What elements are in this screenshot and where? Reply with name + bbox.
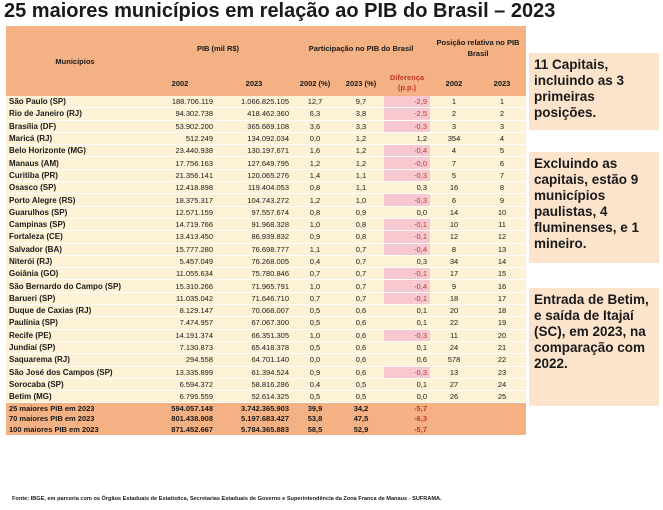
total-pib2023: 5.197.683.427 — [216, 414, 292, 425]
cell-pos2002: 18 — [430, 292, 478, 304]
cell-pos2002: 12 — [430, 231, 478, 243]
table-row — [6, 255, 526, 267]
cell-p2023: 0,9 — [338, 206, 384, 218]
cell-name: Porto Alegre (RS) — [6, 194, 144, 206]
cell-pos2023: 23 — [478, 366, 526, 378]
cell-p2002: 0,4 — [292, 378, 338, 390]
cell-pos2023: 15 — [478, 268, 526, 280]
cell-p2023: 0,8 — [338, 231, 384, 243]
table-row — [6, 391, 526, 403]
cell-diff: 0,3 — [384, 182, 430, 194]
table-row — [6, 292, 526, 304]
table-row — [6, 341, 526, 353]
cell-p2023: 0,6 — [338, 341, 384, 353]
cell-p2002: 0,5 — [292, 305, 338, 317]
source-note: Fonte: IBGE, em parceria com os Órgãos Estaduais de Estatística, Secretarias Estaduais de Governo e Superintendência da Zona Franca de Manaus - SUFRAMA. — [12, 496, 442, 502]
cell-p2023: 0,5 — [338, 378, 384, 390]
cell-name: Duque de Caxias (RJ) — [6, 305, 144, 317]
cell-p2023: 0,8 — [338, 218, 384, 230]
cell-pib2002: 11.055.634 — [144, 268, 216, 280]
header-diferenca: Diferença (p.p.) — [384, 70, 430, 96]
total-pib2002: 871.452.667 — [144, 424, 216, 435]
cell-pib2023: 130.197.671 — [216, 145, 292, 157]
cell-pib2002: 11.035.042 — [144, 292, 216, 304]
cell-diff: -0,1 — [384, 268, 430, 280]
cell-p2002: 0,7 — [292, 292, 338, 304]
cell-pos2002: 578 — [430, 354, 478, 366]
cell-diff: 1,2 — [384, 132, 430, 144]
cell-p2002: 0,5 — [292, 317, 338, 329]
cell-name: Goiânia (GO) — [6, 268, 144, 280]
cell-pib2002: 14.719.766 — [144, 218, 216, 230]
table-row — [6, 378, 526, 390]
cell-pib2002: 53.902.200 — [144, 120, 216, 132]
cell-pib2002: 17.756.163 — [144, 157, 216, 169]
cell-pib2002: 188.706.119 — [144, 96, 216, 108]
cell-p2023: 1,2 — [338, 132, 384, 144]
cell-name: Campinas (SP) — [6, 218, 144, 230]
cell-diff: 0,0 — [384, 206, 430, 218]
cell-p2002: 0,4 — [292, 255, 338, 267]
cell-pib2002: 13.335.899 — [144, 366, 216, 378]
cell-pib2002: 15.310.266 — [144, 280, 216, 292]
cell-name: Curitiba (PR) — [6, 169, 144, 181]
cell-pos2023: 7 — [478, 169, 526, 181]
cell-pib2002: 12.571.159 — [144, 206, 216, 218]
table-totals — [6, 403, 526, 435]
cell-diff: 0,6 — [384, 354, 430, 366]
cell-p2002: 0,5 — [292, 341, 338, 353]
total-filler — [430, 414, 526, 425]
table-row — [6, 280, 526, 292]
cell-pos2002: 9 — [430, 280, 478, 292]
cell-pos2002: 5 — [430, 169, 478, 181]
totals-row — [6, 414, 526, 425]
table-row — [6, 317, 526, 329]
cell-pos2002: 13 — [430, 366, 478, 378]
cell-pos2002: 7 — [430, 157, 478, 169]
cell-pib2023: 127.649.795 — [216, 157, 292, 169]
cell-diff: -2,5 — [384, 108, 430, 120]
total-p2002: 39,9 — [292, 403, 338, 414]
header-posicao: Posição relativa no PIB Brasil — [430, 26, 526, 70]
cell-diff: -0,1 — [384, 218, 430, 230]
cell-pos2002: 1 — [430, 96, 478, 108]
cell-diff: -0,3 — [384, 194, 430, 206]
cell-p2023: 1,2 — [338, 157, 384, 169]
table-row — [6, 354, 526, 366]
cell-pib2023: 76.698.777 — [216, 243, 292, 255]
cell-diff: 0,1 — [384, 341, 430, 353]
cell-p2002: 1,0 — [292, 329, 338, 341]
cell-pos2023: 6 — [478, 157, 526, 169]
cell-p2002: 0,0 — [292, 354, 338, 366]
cell-pib2002: 13.413.450 — [144, 231, 216, 243]
cell-p2023: 1,0 — [338, 194, 384, 206]
header-municipios: Municípios — [6, 26, 144, 96]
cell-pib2023: 64.701.140 — [216, 354, 292, 366]
cell-pib2023: 71.646.710 — [216, 292, 292, 304]
cell-pib2023: 365.669.108 — [216, 120, 292, 132]
table-row — [6, 366, 526, 378]
cell-p2023: 0,7 — [338, 280, 384, 292]
cell-pos2002: 26 — [430, 391, 478, 403]
cell-pib2002: 14.191.374 — [144, 329, 216, 341]
cell-pos2002: 24 — [430, 341, 478, 353]
cell-name: Niterói (RJ) — [6, 255, 144, 267]
table-row — [6, 108, 526, 120]
cell-name: Fortaleza (CE) — [6, 231, 144, 243]
total-pib2002: 801.438.908 — [144, 414, 216, 425]
cell-pos2023: 2 — [478, 108, 526, 120]
cell-pos2023: 17 — [478, 292, 526, 304]
cell-pib2023: 119.404.053 — [216, 182, 292, 194]
cell-p2002: 1,0 — [292, 280, 338, 292]
cell-p2023: 3,8 — [338, 108, 384, 120]
cell-pib2023: 86.939.832 — [216, 231, 292, 243]
header-pib: PIB (mil R$) — [144, 26, 292, 70]
cell-pos2002: 27 — [430, 378, 478, 390]
cell-diff: 0,1 — [384, 305, 430, 317]
total-p2002: 53,8 — [292, 414, 338, 425]
cell-diff: 0,1 — [384, 378, 430, 390]
total-pib2023: 3.742.365.903 — [216, 403, 292, 414]
cell-p2023: 1,1 — [338, 169, 384, 181]
cell-pib2002: 23.440.938 — [144, 145, 216, 157]
cell-name: Barueri (SP) — [6, 292, 144, 304]
header-pos-2023: 2023 — [478, 70, 526, 96]
cell-diff: -0,3 — [384, 366, 430, 378]
cell-p2002: 12,7 — [292, 96, 338, 108]
cell-pib2002: 5.457.049 — [144, 255, 216, 267]
cell-pib2023: 67.067.300 — [216, 317, 292, 329]
cell-name: Brasília (DF) — [6, 120, 144, 132]
cell-p2023: 0,5 — [338, 391, 384, 403]
cell-pib2023: 104.743.272 — [216, 194, 292, 206]
cell-pos2023: 8 — [478, 182, 526, 194]
cell-pib2023: 65.418.378 — [216, 341, 292, 353]
cell-p2002: 0,8 — [292, 206, 338, 218]
cell-pos2023: 5 — [478, 145, 526, 157]
table-row — [6, 231, 526, 243]
totals-row — [6, 403, 526, 414]
cell-pib2023: 418.462.360 — [216, 108, 292, 120]
total-name: 100 maiores PIB em 2023 — [6, 424, 144, 435]
table-body — [6, 96, 526, 403]
cell-diff: -0,4 — [384, 280, 430, 292]
slide-title: 25 maiores municípios em relação ao PIB do Brasil – 2023 — [4, 0, 556, 22]
cell-pos2002: 6 — [430, 194, 478, 206]
cell-p2002: 0,9 — [292, 231, 338, 243]
cell-pib2023: 71.965.791 — [216, 280, 292, 292]
cell-p2023: 0,6 — [338, 317, 384, 329]
cell-pos2002: 16 — [430, 182, 478, 194]
cell-p2002: 0,8 — [292, 182, 338, 194]
cell-p2023: 1,1 — [338, 182, 384, 194]
cell-pib2002: 15.777.280 — [144, 243, 216, 255]
cell-diff: -0,1 — [384, 292, 430, 304]
cell-name: Sorocaba (SP) — [6, 378, 144, 390]
header-pos-2002: 2002 — [430, 70, 478, 96]
cell-p2002: 1,6 — [292, 145, 338, 157]
cell-pos2002: 354 — [430, 132, 478, 144]
cell-p2002: 1,2 — [292, 157, 338, 169]
cell-p2002: 3,6 — [292, 120, 338, 132]
total-p2023: 34,2 — [338, 403, 384, 414]
cell-p2023: 1,2 — [338, 145, 384, 157]
cell-p2002: 1,4 — [292, 169, 338, 181]
cell-pos2002: 8 — [430, 243, 478, 255]
cell-p2002: 1,1 — [292, 243, 338, 255]
cell-name: Betim (MG) — [6, 391, 144, 403]
cell-name: Jundiaí (SP) — [6, 341, 144, 353]
total-diff: -6,3 — [384, 414, 430, 425]
table-row — [6, 169, 526, 181]
cell-name: Rio de Janeiro (RJ) — [6, 108, 144, 120]
cell-pib2023: 120.065.276 — [216, 169, 292, 181]
header-part-2002: 2002 (%) — [292, 70, 338, 96]
cell-p2023: 0,6 — [338, 305, 384, 317]
cell-p2023: 0,6 — [338, 366, 384, 378]
table-row — [6, 218, 526, 230]
header-pib-2002: 2002 — [144, 70, 216, 96]
cell-pos2002: 11 — [430, 329, 478, 341]
cell-pos2023: 10 — [478, 206, 526, 218]
cell-pos2023: 20 — [478, 329, 526, 341]
cell-p2002: 6,3 — [292, 108, 338, 120]
note-betim-itajai: Entrada de Betim, e saída de Itajaí (SC), em 2023, na comparação com 2022. — [529, 288, 659, 406]
cell-pib2023: 134.092.034 — [216, 132, 292, 144]
cell-pos2023: 13 — [478, 243, 526, 255]
cell-name: Maricá (RJ) — [6, 132, 144, 144]
cell-pos2023: 12 — [478, 231, 526, 243]
total-diff: -5,7 — [384, 403, 430, 414]
cell-pib2023: 70.068.007 — [216, 305, 292, 317]
total-p2023: 52,9 — [338, 424, 384, 435]
cell-pos2002: 17 — [430, 268, 478, 280]
total-name: 25 maiores PIB em 2023 — [6, 403, 144, 414]
cell-pib2023: 66.351.305 — [216, 329, 292, 341]
total-pib2002: 594.057.148 — [144, 403, 216, 414]
cell-pib2023: 75.780.846 — [216, 268, 292, 280]
cell-pib2002: 7.130.873 — [144, 341, 216, 353]
cell-diff: -0,3 — [384, 169, 430, 181]
totals-row — [6, 424, 526, 435]
cell-pos2002: 20 — [430, 305, 478, 317]
cell-pib2002: 18.375.317 — [144, 194, 216, 206]
table-row — [6, 132, 526, 144]
cell-pos2023: 24 — [478, 378, 526, 390]
cell-p2002: 0,9 — [292, 366, 338, 378]
cell-pos2023: 4 — [478, 132, 526, 144]
header-part-2023: 2023 (%) — [338, 70, 384, 96]
header-participacao: Participação no PIB do Brasil — [292, 26, 430, 70]
cell-pos2002: 14 — [430, 206, 478, 218]
cell-pos2002: 22 — [430, 317, 478, 329]
total-filler — [430, 403, 526, 414]
table-row — [6, 268, 526, 280]
cell-pib2002: 7.474.957 — [144, 317, 216, 329]
cell-pib2002: 12.418.898 — [144, 182, 216, 194]
cell-pib2023: 61.394.524 — [216, 366, 292, 378]
cell-pos2023: 9 — [478, 194, 526, 206]
cell-pib2002: 6.594.372 — [144, 378, 216, 390]
cell-diff: -0,4 — [384, 243, 430, 255]
total-filler — [430, 424, 526, 435]
table-row — [6, 96, 526, 108]
cell-pib2023: 97.557.674 — [216, 206, 292, 218]
cell-name: Manaus (AM) — [6, 157, 144, 169]
table-row — [6, 182, 526, 194]
cell-pos2023: 18 — [478, 305, 526, 317]
cell-diff: -0,4 — [384, 145, 430, 157]
cell-p2023: 0,7 — [338, 268, 384, 280]
cell-pos2023: 25 — [478, 391, 526, 403]
cell-pos2002: 2 — [430, 108, 478, 120]
cell-name: Recife (PE) — [6, 329, 144, 341]
cell-pos2002: 34 — [430, 255, 478, 267]
total-p2002: 58,5 — [292, 424, 338, 435]
table-row — [6, 157, 526, 169]
cell-name: Belo Horizonte (MG) — [6, 145, 144, 157]
table-row — [6, 120, 526, 132]
cell-p2023: 3,3 — [338, 120, 384, 132]
cell-pos2023: 14 — [478, 255, 526, 267]
cell-name: Salvador (BA) — [6, 243, 144, 255]
cell-pos2023: 21 — [478, 341, 526, 353]
table-row — [6, 243, 526, 255]
cell-pib2023: 1.066.825.105 — [216, 96, 292, 108]
cell-pib2023: 91.968.328 — [216, 218, 292, 230]
table-row — [6, 206, 526, 218]
table-row — [6, 145, 526, 157]
cell-p2002: 0,0 — [292, 132, 338, 144]
cell-diff: -0,0 — [384, 157, 430, 169]
cell-p2023: 0,7 — [338, 255, 384, 267]
total-diff: -5,7 — [384, 424, 430, 435]
cell-name: São Paulo (SP) — [6, 96, 144, 108]
total-name: 70 maiores PIB em 2023 — [6, 414, 144, 425]
cell-pib2002: 8.129.147 — [144, 305, 216, 317]
cell-pib2023: 58.816.286 — [216, 378, 292, 390]
cell-pos2002: 3 — [430, 120, 478, 132]
total-p2023: 47,5 — [338, 414, 384, 425]
cell-pib2023: 52.614.325 — [216, 391, 292, 403]
cell-pos2023: 22 — [478, 354, 526, 366]
cell-pos2023: 19 — [478, 317, 526, 329]
cell-pos2023: 16 — [478, 280, 526, 292]
cell-pos2023: 1 — [478, 96, 526, 108]
cell-pos2002: 4 — [430, 145, 478, 157]
cell-p2023: 0,6 — [338, 329, 384, 341]
cell-diff: 0,3 — [384, 255, 430, 267]
cell-diff: -0,3 — [384, 329, 430, 341]
table-row — [6, 194, 526, 206]
table-row — [6, 329, 526, 341]
cell-diff: -0,3 — [384, 120, 430, 132]
table-row — [6, 305, 526, 317]
cell-name: Guarulhos (SP) — [6, 206, 144, 218]
cell-p2023: 0,7 — [338, 292, 384, 304]
cell-p2002: 1,0 — [292, 218, 338, 230]
cell-diff: 0,0 — [384, 391, 430, 403]
cell-diff: -0,1 — [384, 231, 430, 243]
cell-pos2002: 10 — [430, 218, 478, 230]
cell-name: Osasco (SP) — [6, 182, 144, 194]
cell-p2002: 0,7 — [292, 268, 338, 280]
cell-pos2023: 11 — [478, 218, 526, 230]
cell-pib2002: 512.249 — [144, 132, 216, 144]
note-excluding-capitals: Excluindo as capitais, estão 9 municípios paulistas, 4 fluminenses, e 1 mineiro. — [529, 152, 659, 263]
total-pib2023: 5.784.365.883 — [216, 424, 292, 435]
cell-name: São José dos Campos (SP) — [6, 366, 144, 378]
cell-p2002: 1,2 — [292, 194, 338, 206]
gdp-table — [6, 26, 526, 435]
cell-name: Paulínia (SP) — [6, 317, 144, 329]
cell-diff: 0,1 — [384, 317, 430, 329]
cell-pib2002: 6.795.559 — [144, 391, 216, 403]
cell-name: Saquarema (RJ) — [6, 354, 144, 366]
cell-p2002: 0,5 — [292, 391, 338, 403]
cell-pos2023: 3 — [478, 120, 526, 132]
cell-pib2002: 21.356.141 — [144, 169, 216, 181]
cell-diff: -2,9 — [384, 96, 430, 108]
cell-pib2023: 76.268.005 — [216, 255, 292, 267]
cell-p2023: 0,6 — [338, 354, 384, 366]
cell-pib2002: 294.558 — [144, 354, 216, 366]
cell-pib2002: 94.302.738 — [144, 108, 216, 120]
cell-name: São Bernardo do Campo (SP) — [6, 280, 144, 292]
note-capitals: 11 Capitais, incluindo as 3 primeiras posições. — [529, 53, 659, 130]
header-pib-2023: 2023 — [216, 70, 292, 96]
cell-p2023: 9,7 — [338, 96, 384, 108]
cell-p2023: 0,7 — [338, 243, 384, 255]
